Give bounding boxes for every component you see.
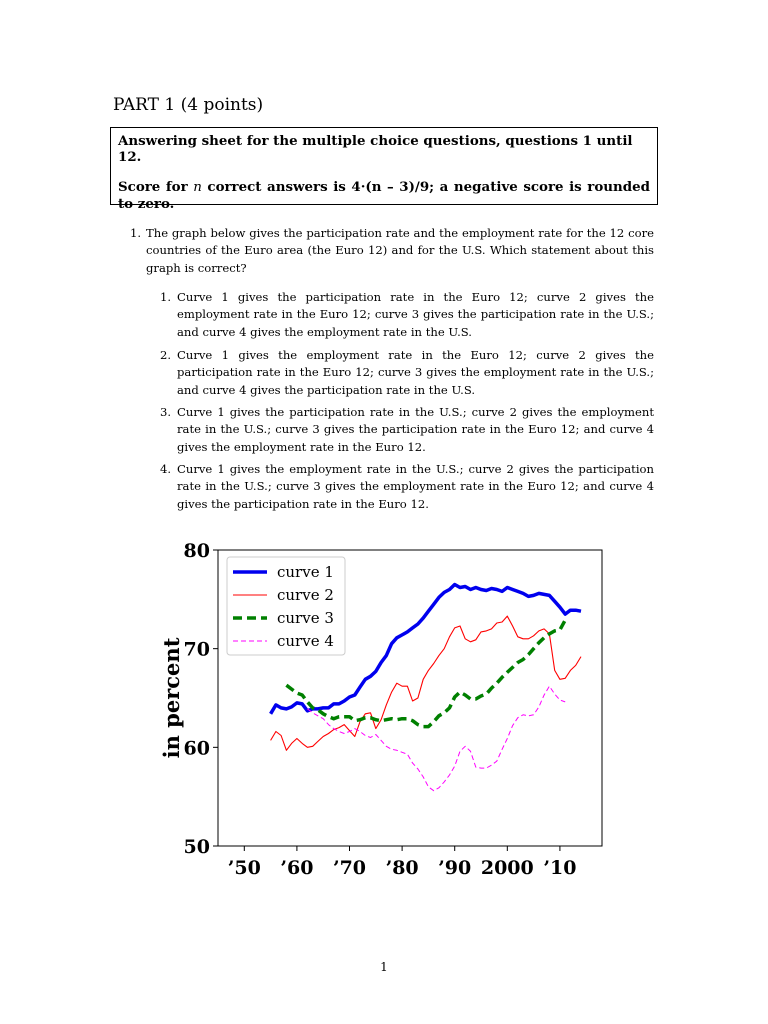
y-tick-label: 80 [183,540,210,562]
y-tick-label: 50 [183,836,210,858]
answer-option-3[interactable] [160,404,654,456]
line-chart [150,535,620,899]
legend-label-curve-2: curve 2 [277,586,334,604]
option-number: 2. [160,348,172,362]
part-title: PART 1 (4 points) [113,95,264,115]
x-tick-label: ’50 [227,857,261,879]
chart-legend [227,557,345,655]
x-tick-label: ’90 [438,857,472,879]
option-number: 4. [160,462,172,476]
score-rule [118,179,650,212]
answer-option-1[interactable] [160,289,654,341]
x-tick-label: ’80 [385,857,419,879]
page-number: 1 [380,960,388,974]
option-number: 3. [160,405,172,419]
y-tick-label: 60 [183,737,210,760]
score-rule-prefix: Score for [118,179,194,195]
legend-label-curve-1: curve 1 [277,563,334,581]
answer-sheet-heading: Answering sheet for the multiple choice questions, questions 1 until 12. [118,133,633,165]
question-number: 1. [130,226,142,240]
option-text: Curve 1 gives the participation rate in the U.S.; curve 2 gives the employment rate in the U.S.; curve 3 gives the participation rate in the Euro 12; and curve 4 gives the employment rate in the Euro 12. [177,405,654,454]
option-number: 1. [160,290,172,304]
answer-option-4[interactable] [160,461,654,513]
x-tick-label: ’70 [332,857,367,879]
chart-svg [150,535,620,895]
y-tick-label: 70 [183,638,210,661]
answer-sheet-box [110,127,658,212]
answer-option-2[interactable] [160,347,654,399]
score-rule-variable: n [193,180,202,195]
x-tick-label: ’10 [543,857,577,879]
x-tick-label: ’60 [280,857,314,879]
x-tick-label: 2000 [480,857,534,879]
option-text: Curve 1 gives the employment rate in the Euro 12; curve 2 gives the participation rate in the Euro 12; curve 3 gives the employment rate in the U.S.; and curve 4 gives the participation rate in the U.S. [177,348,654,397]
series-line-curve-4 [307,686,565,791]
legend-label-curve-4: curve 4 [277,632,334,650]
y-axis-label: in percent [159,637,184,759]
option-text: Curve 1 gives the employment rate in the U.S.; curve 2 gives the participation rate in the U.S.; curve 3 gives the employment rate in the Euro 12; and curve 4 gives the participation rate in the Euro 12. [177,462,654,511]
option-text: Curve 1 gives the participation rate in the Euro 12; curve 2 gives the employment rate in the Euro 12; curve 3 gives the participation rate in the U.S.; and curve 4 gives the employment rate in the U.S. [177,290,654,339]
question-1 [130,225,654,511]
question-text: The graph below gives the participation rate and the employment rate for the 12 core countries of the Euro area (the Euro 12) and for the U.S. Which statement about this graph is correct? [146,226,654,275]
score-rule-suffix: correct answers is 4·(n – 3)/9; a negative score is rounded to zero. [118,179,650,212]
legend-label-curve-3: curve 3 [277,609,334,627]
